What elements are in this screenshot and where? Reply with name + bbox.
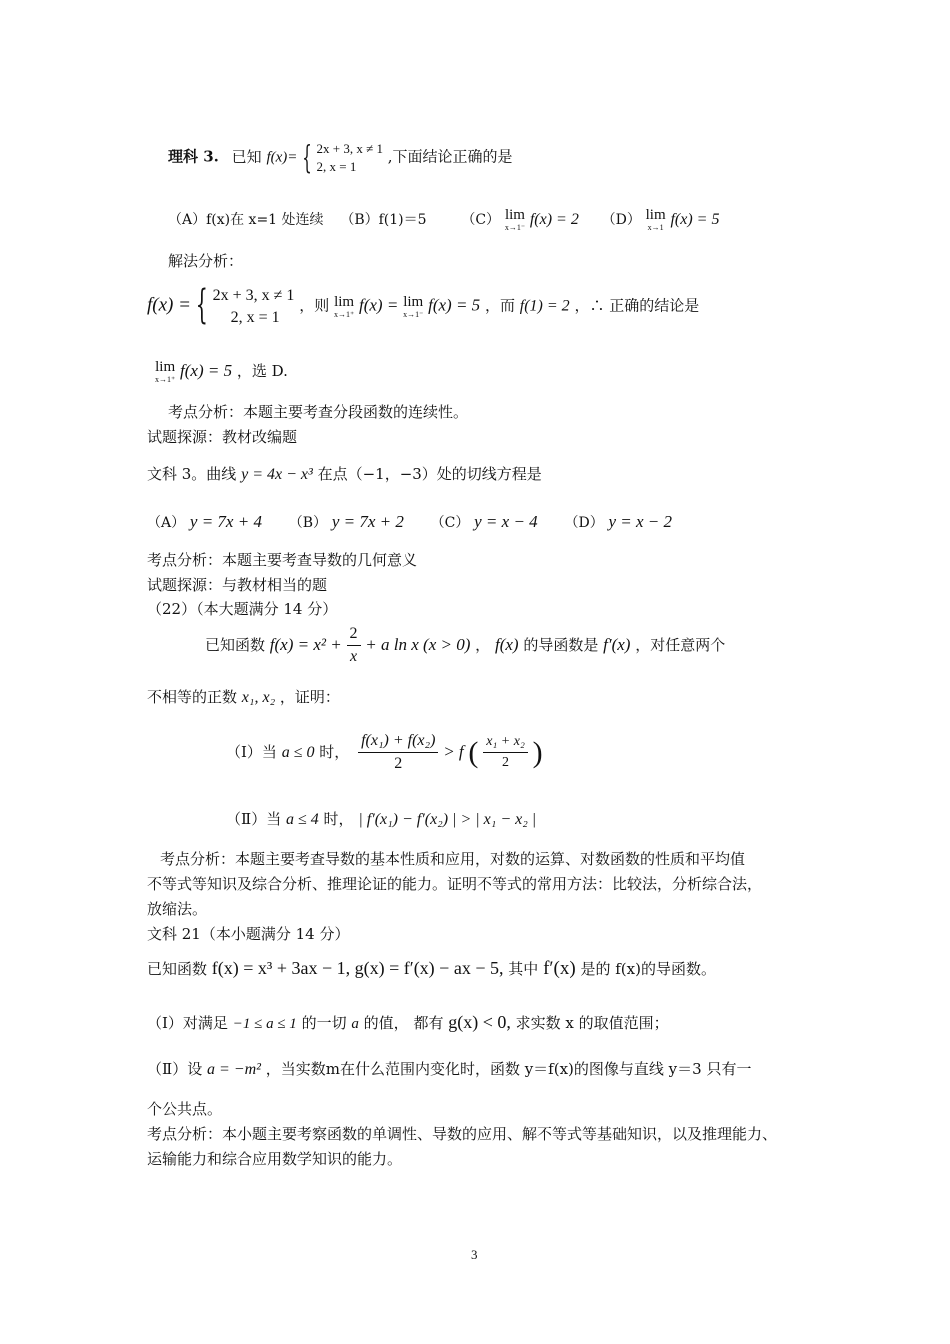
li3-analysis-eq2: f(x) = 5 [428,295,481,315]
li3-analysis-lim1: lim x→1⁺ [333,293,355,319]
li3-analysis-cases [213,285,295,328]
q22-fprime: f′(x) [603,634,631,654]
li3-label: 理科 3. [168,147,219,166]
wen21-given-pre: 已知函数 [147,960,208,978]
li3-brace: { [302,138,312,177]
q22-fx2: f(x) [494,634,519,654]
li3-conclusion-expr: f(x) = 5 [180,361,233,380]
li3-analysis-then: ，则 [299,296,330,315]
wen21-part1-post: 求实数 x 的取值范围； [515,1014,669,1032]
q22-fx-tail: + a ln x (x > 0) [365,634,471,654]
li3-option-a: （A）f(x)在 x=1 处连续 [168,212,324,228]
li3-question [168,140,513,175]
wen3-curve: y = 4x − x³ [241,466,313,483]
q22-part2-cond: a ≤ 4 [285,811,319,828]
wen21-part2-cond: a = −m² [206,1061,261,1078]
q22-part1-gt: > f [443,741,464,761]
q22-vars: x₁, x₂ [241,689,276,706]
q22-part1-inner-frac: $\frac{\text{x₁ + x₂}}{2}$ [483,734,528,771]
q22-kaodian-2: 不等式等知识及综合分析、推理论证的能力。证明不等式的常用方法：比较法，分析综合法， [147,875,763,893]
q22-line2-pre: 不相等的正数 [147,688,238,706]
li3-analysis-case2: 2, x = 1 [230,308,280,326]
li3-analysis-f1: f(1) = 2 [519,297,570,315]
li3-options [168,208,719,232]
li3-option-c-expr: f(x) = 2 [529,211,579,228]
wen3-option-d: y = x − 2 [608,512,673,531]
wen21-given-fp: f′(x) [543,958,576,979]
wen21-given-post: 是的 f(x)的导函数。 [580,960,716,978]
li3-case2: 2, x = 1 [316,158,357,174]
wen21-given-expr: f(x) = x³ + 3ax − 1, g(x) = f′(x) − ax − 5, [211,958,504,978]
q22-part1-cond: a ≤ 0 [281,743,315,761]
li3-option-b: （B）f(1)＝5 [340,212,427,228]
li3-option-c-lim: lim x→1⁻ [504,207,526,232]
q22-given-pre: 已知函数 [205,635,266,654]
li3-analysis-line [147,282,700,329]
wen3-title-pre: 文科 3。曲线 [147,465,237,483]
wen3-source: 试题探源：与教材相当的题 [147,576,328,594]
wen3-option-a: y = 7x + 4 [189,512,262,531]
q22-part1-rparen: ) [532,735,543,769]
li3-conclusion [155,360,288,384]
li3-analysis-eq1: f(x) = [359,295,399,315]
li3-case1: 2x + 3, x ≠ 1 [316,141,383,156]
li3-analysis-fx: f(x) = [147,294,191,316]
wen3-option-b: y = 7x + 2 [331,512,404,531]
wen3-title-post: 在点（−1，−3）处的切线方程是 [317,465,542,483]
wen3-option-c: y = x − 4 [474,512,538,531]
wen21-part2-pre: （Ⅱ）设 [147,1060,203,1078]
wen21-part1-g: g(x) < 0, [448,1012,511,1032]
wen21-part1-mid2: 的值， 都有 [363,1014,444,1032]
wen21-part1 [147,1012,669,1034]
q22-deriv-mid: 的导函数是 [523,635,599,654]
wen21-kaodian-2: 运输能力和综合应用数学知识的能力。 [147,1150,403,1168]
wen21-heading: 文科 21（本小题满分 14 分） [147,925,350,943]
q22-part2-expr: | f′(x₁) − f′(x₂) | > | x₁ − x₂ | [358,811,537,828]
q22-part2-label: （Ⅱ）当 [226,810,282,828]
li3-analysis-heading: 解法分析： [168,252,244,270]
wen3-title [147,465,542,484]
li3-source: 试题探源：教材改编题 [147,428,298,446]
q22-kaodian-3: 放缩法。 [147,900,208,918]
wen21-part1-cond: −1 ≤ a ≤ 1 [232,1016,297,1032]
wen3-option-d-label: （D） [564,515,604,531]
wen3-options [147,512,672,532]
q22-line2-post: ，证明： [279,688,340,706]
li3-kaodian: 考点分析：本题主要考查分段函数的连续性。 [168,403,469,421]
q22-part2 [226,810,536,829]
q22-part2-when: 时， [323,810,354,828]
q22-deriv-post: ，对任意两个 [635,635,726,654]
q22-part1-frac: $\frac{\text{f(x₁) + f(x₂)}}{2}$ [358,732,438,774]
q22-deriv-pre: ， [475,635,491,654]
q22-part1-label: （Ⅰ）当 [226,742,277,761]
li3-analysis-brace: { [195,282,208,329]
li3-option-d-expr: f(x) = 5 [670,211,720,228]
q22-given [205,625,725,667]
li3-cases [317,140,383,175]
q22-kaodian-1: 考点分析：本题主要考查导数的基本性质和应用，对数的运算、对数函数的性质和平均值 [160,850,746,868]
li3-conclusion-choose: ，选 D. [236,362,288,380]
wen21-part2-post: ，当实数m在什么范围内变化时，函数 y＝f(x)的图像与直线 y＝3 只有一 [265,1060,752,1078]
li3-analysis-while: ，而 [484,296,515,315]
li3-option-c-label: （C） [461,212,501,228]
li3-option-d-lim: lim x→1 [645,207,666,232]
li3-intro: 已知 [231,147,262,166]
wen3-kaodian: 考点分析：本题主要考查导数的几何意义 [147,551,418,569]
li3-option-d-label: （D） [601,212,641,228]
li3-analysis-case1: 2x + 3, x ≠ 1 [212,287,295,304]
wen21-kaodian-1: 考点分析：本小题主要考察函数的单调性、导数的应用、解不等式等基础知识，以及推理能力、 [147,1125,778,1143]
wen21-given [147,958,716,981]
q22-part1-lparen: ( [468,735,479,769]
q22-frac: $\frac{2}{x}$ [347,625,361,667]
q22-fx: f(x) = x² + [269,634,342,654]
q22-line2 [147,688,340,707]
li3-question-text: ,下面结论正确的是 [387,147,513,166]
li3-analysis-lim2: lim x→1⁻ [403,293,424,319]
q22-heading: （22）（本大题满分 14 分） [147,600,338,618]
wen21-part2 [147,1060,751,1079]
wen21-part1-mid: 的一切 [301,1014,347,1032]
wen3-option-b-label: （B） [288,515,328,531]
wen21-part1-pre: （Ⅰ）对满足 [147,1014,228,1032]
q22-part1 [226,732,543,774]
q22-part1-when: 时， [319,742,350,761]
page-number: 3 [471,1247,478,1262]
wen21-part2-cont: 个公共点。 [147,1100,223,1118]
wen3-option-c-label: （C） [430,515,470,531]
wen3-option-a-label: （A） [147,515,186,531]
wen21-part1-a: a [351,1016,359,1032]
li3-conclusion-lim: lim x→1⁺ [155,359,176,384]
li3-analysis-therefore: ，∴ 正确的结论是 [574,296,700,315]
wen21-given-mid: 其中 [508,960,539,978]
li3-fx: f(x)= [266,149,298,166]
